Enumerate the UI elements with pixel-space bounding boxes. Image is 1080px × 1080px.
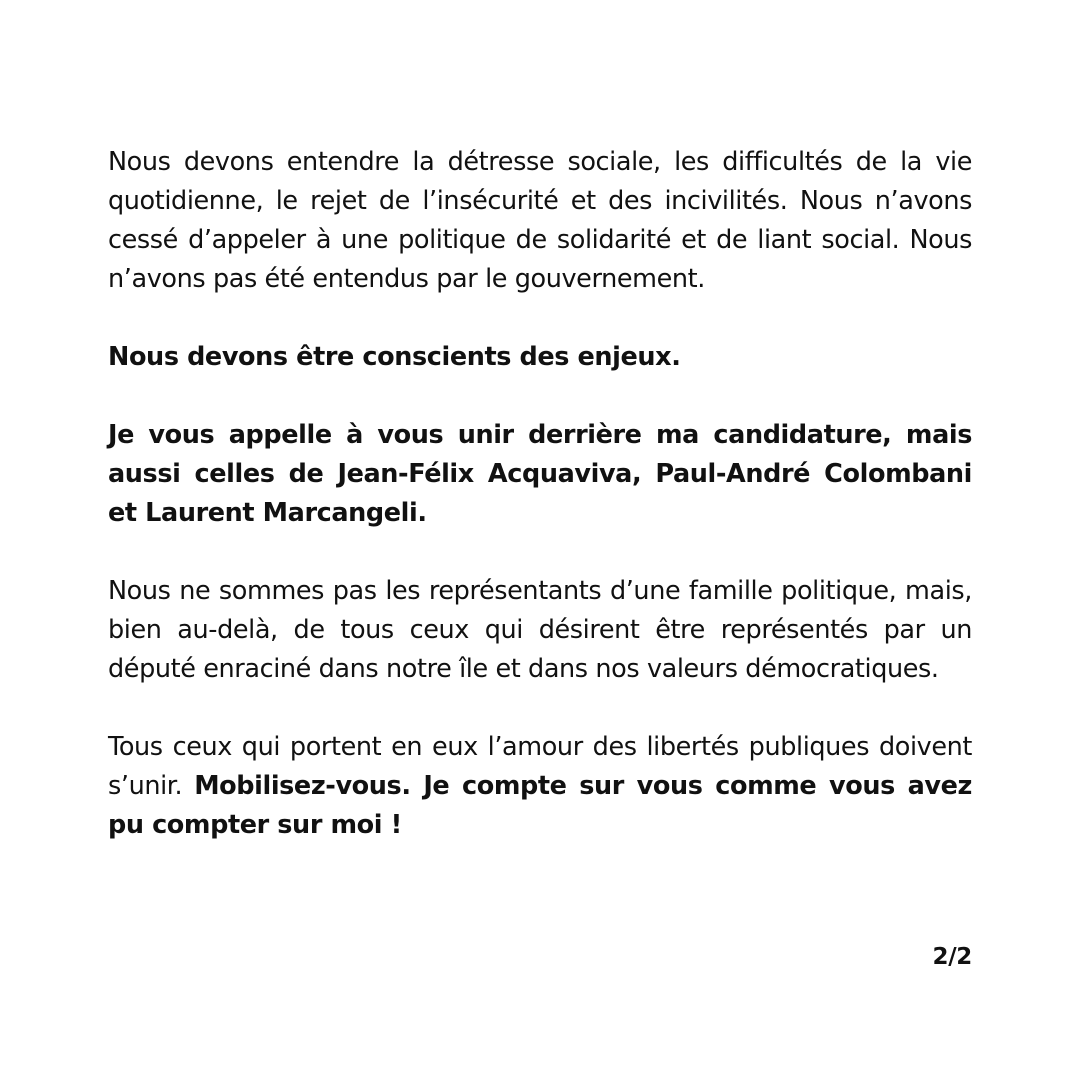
paragraph-representatives: Nous ne sommes pas les représentants d’une famille politique, mais, bien au-delà, de tous ceux qui désirent être représentés par un député enraciné dans notre île et dans nos valeurs démocratiques. [108,576,972,684]
paragraph-stakes: Nous devons être conscients des enjeux. [108,342,681,372]
paragraph-mobilize-emphasis: Mobilisez-vous. Je compte sur vous comme vous avez pu compter sur moi ! [108,771,972,840]
page-number: 2/2 [932,944,972,970]
paragraph-mobilize [108,728,972,845]
paragraph-candidacy-call: Je vous appelle à vous unir derrière ma candidature, mais aussi celles de Jean-Félix Acquaviva, Paul-André Colombani et Laurent Marcangeli. [108,420,972,528]
letter-body [108,143,972,884]
paragraph-mobilize-text: Tous ceux qui portent en eux l’amour des libertés publiques doivent s’unir. [108,732,972,801]
paragraph-social-distress: Nous devons entendre la détresse sociale, les difficultés de la vie quotidienne, le rejet de l’insécurité et des incivilités. Nous n’avons cessé d’appeler à une politique de solidarité et de liant social. Nous n’avons pas été entendus par le gouvernement. [108,147,972,294]
